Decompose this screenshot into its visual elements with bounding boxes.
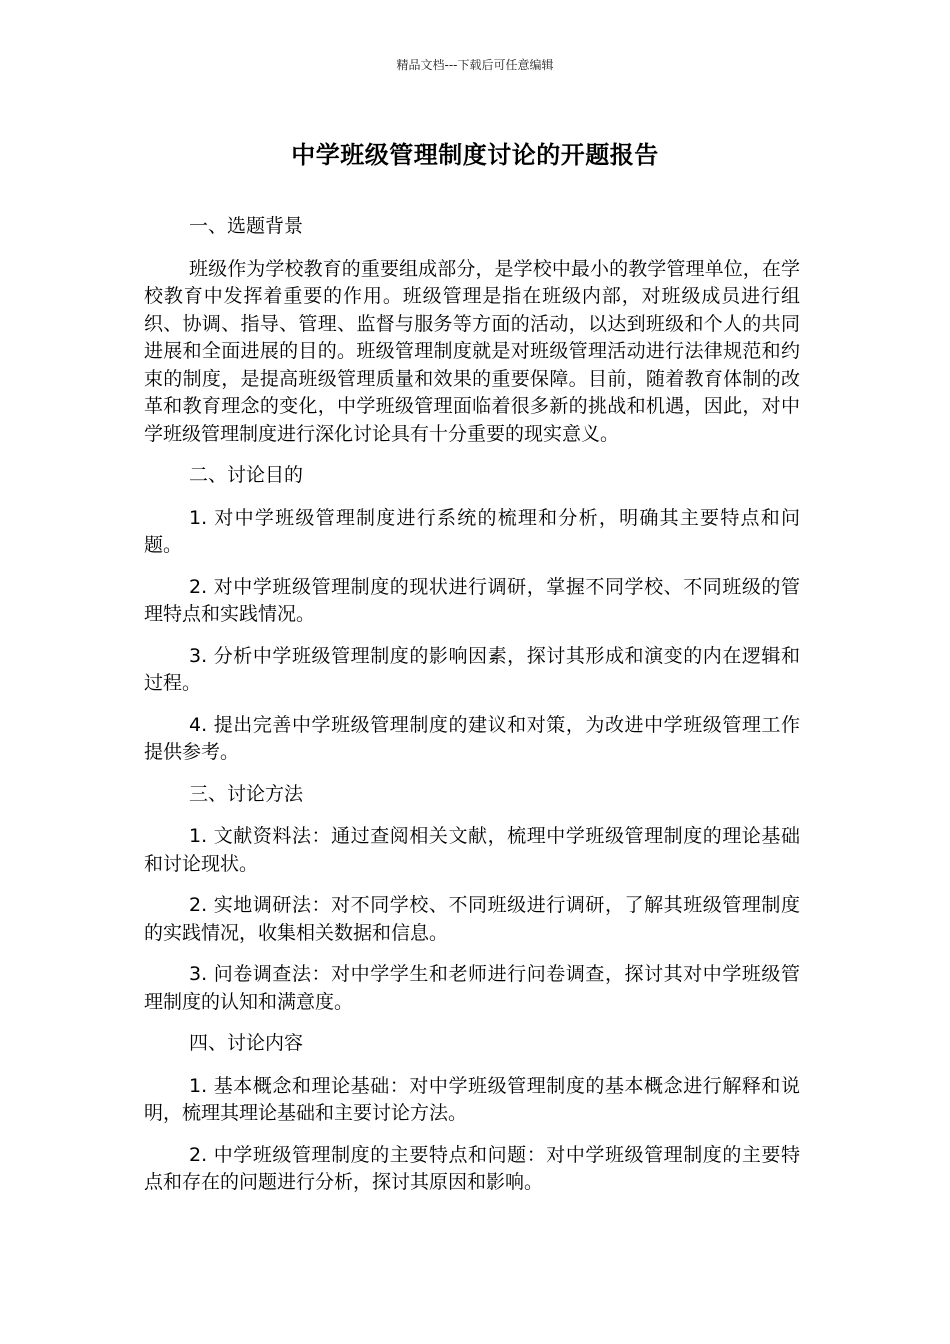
list-item-method-3: 3. 问卷调查法：对中学学生和老师进行问卷调查，探讨其对中学班级管理制度的认知和满意度。 (144, 963, 800, 1013)
document-title: 中学班级管理制度讨论的开题报告 (291, 141, 659, 169)
section-heading-content: 四、讨论内容 (189, 1032, 304, 1054)
list-item-content-1: 1. 基本概念和理论基础：对中学班级管理制度的基本概念进行解释和说明，梳理其理论基础和主要讨论方法。 (144, 1074, 800, 1124)
list-item-purpose-1: 1. 对中学班级管理制度进行系统的梳理和分析，明确其主要特点和问题。 (144, 506, 800, 556)
page-header-watermark: 精品文档---下载后可任意编辑 (396, 58, 554, 72)
section-heading-background: 一、选题背景 (189, 215, 304, 237)
paragraph-background: 班级作为学校教育的重要组成部分，是学校中最小的教学管理单位，在学校教育中发挥着重要的作用。班级管理是指在班级内部，对班级成员进行组织、协调、指导、管理、监督与服务等方面的活动，以达到班级和个人的共同进展和全面进展的目的。班级管理制度就是对班级管理活动进行法律规范和约束的制度，是提高班级管理质量和效果的重要保障。目前，随着教育体制的改革和教育理念的变化，中学班级管理面临着很多新的挑战和机遇，因此，对中学班级管理制度进行深化讨论具有十分重要的现实意义。 (144, 257, 800, 445)
section-heading-methods: 三、讨论方法 (189, 782, 304, 805)
list-item-method-2: 2. 实地调研法：对不同学校、不同班级进行调研，了解其班级管理制度的实践情况，收集相关数据和信息。 (144, 894, 800, 944)
list-item-purpose-3: 3. 分析中学班级管理制度的影响因素，探讨其形成和演变的内在逻辑和过程。 (144, 644, 800, 694)
list-item-content-2: 2. 中学班级管理制度的主要特点和问题：对中学班级管理制度的主要特点和存在的问题进行分析，探讨其原因和影响。 (144, 1143, 800, 1193)
list-item-purpose-2: 2. 对中学班级管理制度的现状进行调研，掌握不同学校、不同班级的管理特点和实践情况。 (144, 575, 800, 625)
list-item-purpose-4: 4. 提出完善中学班级管理制度的建议和对策，为改进中学班级管理工作提供参考。 (144, 713, 800, 763)
document-body (144, 213, 800, 1211)
section-heading-purpose: 二、讨论目的 (189, 464, 304, 486)
list-item-method-1: 1. 文献资料法：通过查阅相关文献，梳理中学班级管理制度的理论基础和讨论现状。 (144, 825, 800, 875)
